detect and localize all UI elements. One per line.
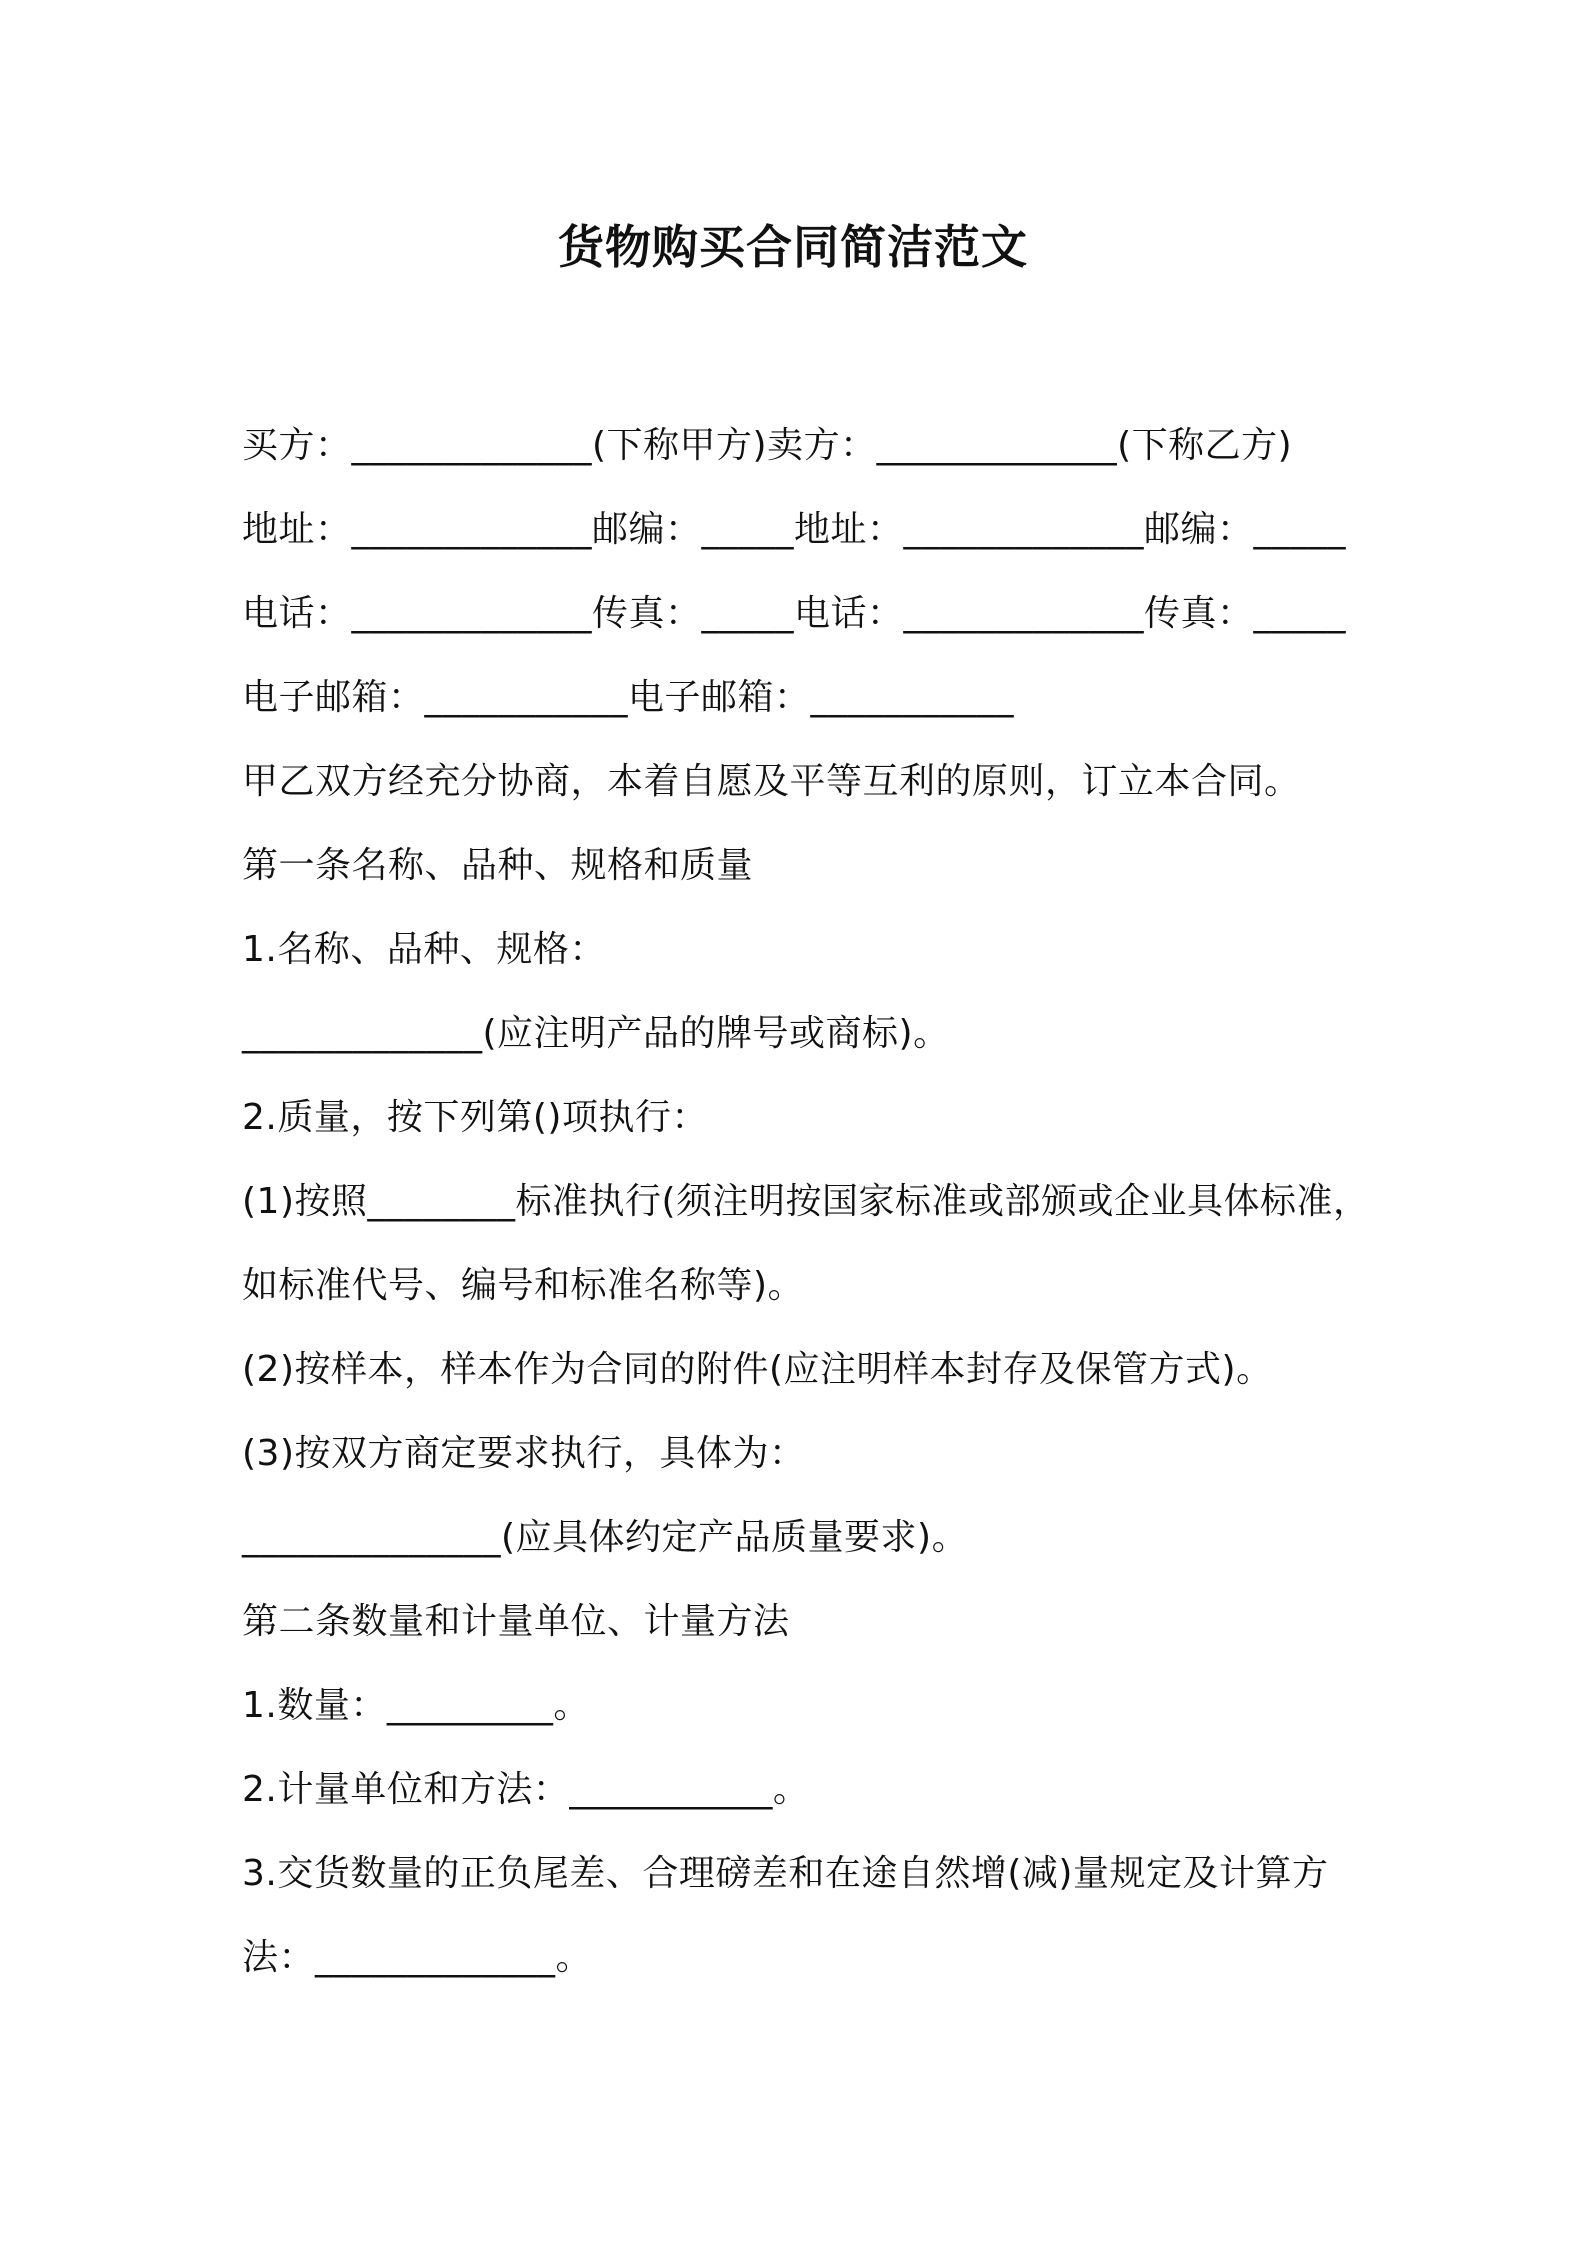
quality-option-3-blank: ______________(应具体约定产品质量要求)。	[242, 1517, 969, 1558]
quality-option-2: (2)按样本，样本作为合同的附件(应注明样本封存及保管方式)。	[242, 1349, 1273, 1390]
article-2-item-3-cont: 法：_____________。	[242, 1937, 593, 1978]
article-2-heading: 第二条数量和计量单位、计量方法	[242, 1601, 790, 1642]
preamble-paragraph: 甲乙双方经充分协商，本着自愿及平等互利的原则，订立本合同。	[242, 761, 1301, 802]
document-body	[242, 404, 1402, 2000]
quality-option-1: (1)按照________标准执行(须注明按国家标准或部颁或企业具体标准，	[242, 1181, 1370, 1222]
phone-fax-line: 电话：_____________传真：_____电话：_____________传真：_____	[242, 593, 1347, 634]
article-1-item-1: 1.名称、品种、规格：	[242, 929, 606, 970]
article-1-heading: 第一条名称、品种、规格和质量	[242, 845, 754, 886]
article-1-item-2: 2.质量，按下列第()项执行：	[242, 1097, 708, 1138]
article-2-item-1: 1.数量：_________。	[242, 1685, 590, 1726]
email-line: 电子邮箱：___________电子邮箱：___________	[242, 677, 1015, 718]
quality-option-1-cont: 如标准代号、编号和标准名称等)。	[242, 1265, 805, 1306]
article-1-item-1-blank: _____________(应注明产品的牌号或商标)。	[242, 1013, 950, 1054]
article-2-item-3: 3.交货数量的正负尾差、合理磅差和在途自然增(减)量规定及计算方	[242, 1853, 1329, 1894]
article-2-item-2: 2.计量单位和方法：___________。	[242, 1769, 810, 1810]
document-title: 货物购买合同简洁范文	[558, 220, 1028, 274]
address-line: 地址：_____________邮编：_____地址：_____________邮编：_____	[242, 509, 1347, 550]
buyer-seller-line: 买方：_____________(下称甲方)卖方：_____________(下称乙方)	[242, 425, 1293, 466]
quality-option-3: (3)按双方商定要求执行，具体为：	[242, 1433, 806, 1474]
